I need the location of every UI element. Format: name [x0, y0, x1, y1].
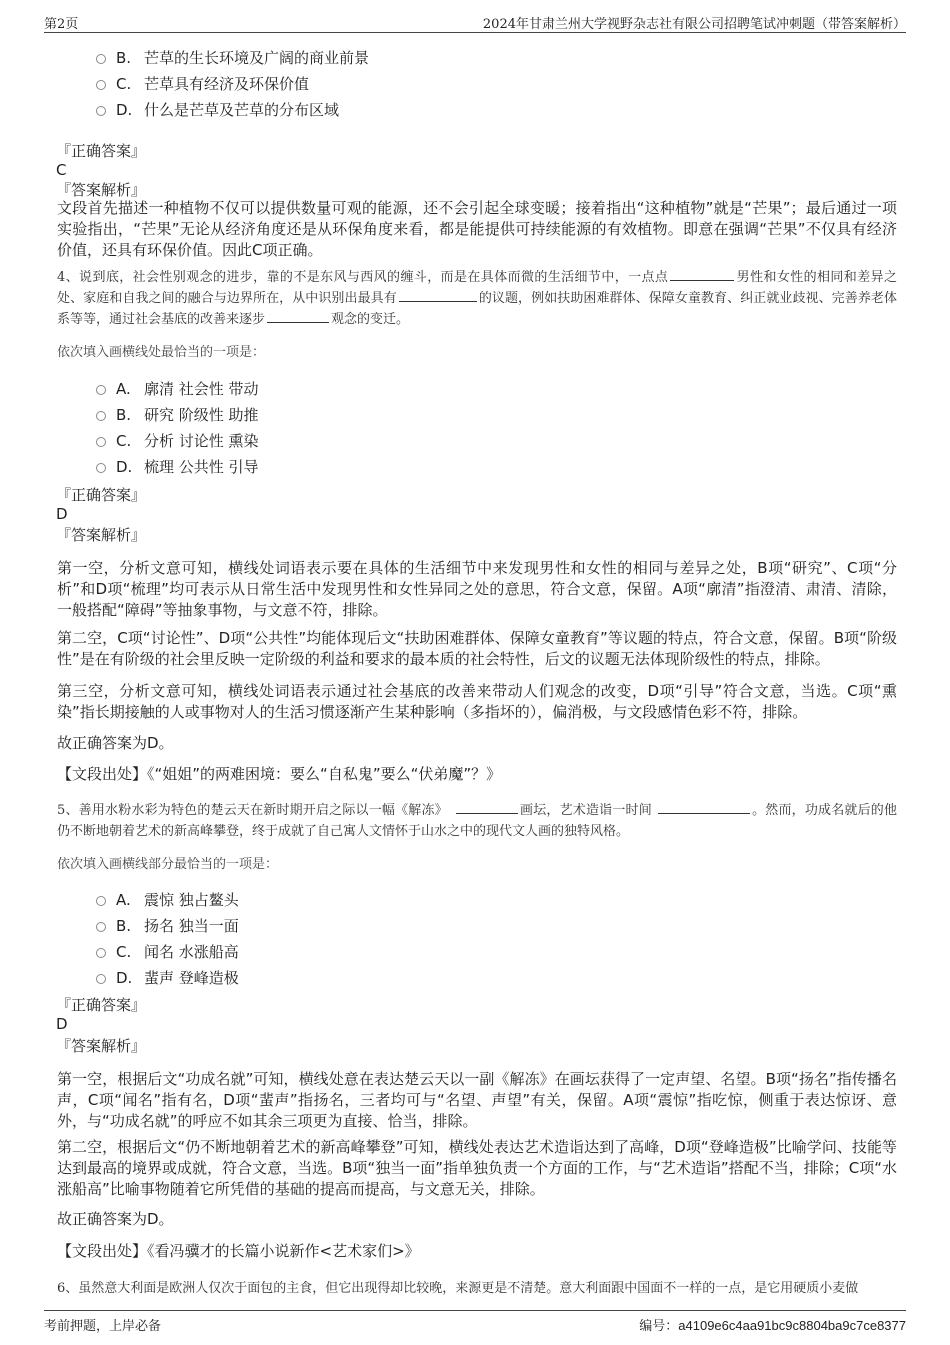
- question-stem: 4、说到底，社会性别观念的进步，靠的不是东风与西风的缠斗，而是在具体而微的生活细节中，一点点 男性和女性的相同和差异之处、家庭和自我之间的融合与边界所在，从中识别出最具有 的议题，例如扶助困难群体、保障女童教育、纠正就业歧视、完善养老体系等等，通过社会基底的改善来逐步 观念的变迁。: [57, 267, 897, 330]
- conclusion: 故正确答案为D。: [57, 734, 174, 752]
- fill-blank[interactable]: [670, 267, 734, 281]
- option-b[interactable]: B. 研究 阶级性 助推: [96, 404, 259, 426]
- option-c[interactable]: C. 闻名 水涨船高: [96, 941, 239, 963]
- option-b[interactable]: B. 芒草的生长环境及广阔的商业前景: [96, 47, 369, 69]
- radio-icon[interactable]: [96, 385, 106, 395]
- option-b[interactable]: B. 扬名 独当一面: [96, 915, 239, 937]
- answer-value: C: [56, 161, 67, 179]
- answer-label: 『正确答案』: [56, 486, 147, 504]
- answer-label: 『正确答案』: [56, 996, 147, 1014]
- document-title: 2024年甘肃兰州大学视野杂志社有限公司招聘笔试冲刺题（带答案解析）: [482, 17, 906, 32]
- option-c[interactable]: C. 分析 讨论性 熏染: [96, 430, 259, 452]
- question-instruction: 依次填入画横线部分最恰当的一项是：: [57, 857, 279, 872]
- question-stem: 6、虽然意大利面是欧洲人仅次于面包的主食，但它出现得却比较晚，来源更是不清楚。意大利面跟中国面不一样的一点，是它用硬质小麦做: [57, 1281, 859, 1296]
- source-citation: 【文段出处】《看冯骥才的长篇小说新作<艺术家们>》: [57, 1242, 420, 1260]
- analysis-paragraph: 第二空，C项“讨论性”、D项“公共性”均能体现后文“扶助困难群体、保障女童教育”等议题的特点，符合文意，保留。B项“阶级性”是在有阶级的社会里反映一定阶级的利益和要求的最本质的社会特性，后文的议题无法体现阶级性的特点，排除。: [57, 629, 897, 668]
- fill-blank[interactable]: [456, 800, 518, 814]
- page-footer: [44, 1310, 906, 1333]
- radio-icon[interactable]: [96, 896, 106, 906]
- document-id: 编号：a4109e6c4aa91bc9c8804ba9c7ce8377: [639, 1318, 906, 1334]
- radio-icon[interactable]: [96, 463, 106, 473]
- conclusion: 故正确答案为D。: [57, 1210, 174, 1228]
- analysis-paragraph: 第三空，分析文意可知，横线处词语表示通过社会基底的改善来带动人们观念的改变，D项“引导”符合文意，当选。C项“熏染”指长期接触的人或事物对人的生活习惯逐渐产生某种影响（多指坏的），偏消极，与文段感情色彩不符，排除。: [57, 682, 897, 721]
- fill-blank[interactable]: [399, 288, 477, 302]
- radio-icon[interactable]: [96, 437, 106, 447]
- radio-icon[interactable]: [96, 411, 106, 421]
- analysis-label: 『答案解析』: [56, 526, 147, 544]
- analysis-label: 『答案解析』: [56, 181, 147, 199]
- radio-icon[interactable]: [96, 80, 106, 90]
- radio-icon[interactable]: [96, 948, 106, 958]
- answer-value: D: [56, 1015, 68, 1033]
- radio-icon[interactable]: [96, 54, 106, 64]
- fill-blank[interactable]: [658, 800, 750, 814]
- radio-icon[interactable]: [96, 922, 106, 932]
- analysis-paragraph: 第一空，分析文意可知，横线处词语表示要在具体的生活细节中来发现男性和女性的相同与差异之处，B项“研究”、C项“分析”和D项“梳理”均可表示从日常生活中发现男性和女性异同之处的意思，符合文意，保留。A项“廓清”指澄清、肃清、清除，一般搭配“障碍”等抽象事物，与文意不符，排除。: [57, 559, 897, 619]
- option-d[interactable]: D. 梳理 公共性 引导: [96, 456, 259, 478]
- source-citation: 【文段出处】《“姐姐”的两难困境：要么“自私鬼”要么“伏弟魔”？》: [57, 765, 502, 783]
- page-header: [44, 12, 906, 33]
- analysis-paragraph: 第二空，根据后文“仍不断地朝着艺术的新高峰攀登”可知，横线处表达艺术造诣达到了高峰，D项“登峰造极”比喻学问、技能等达到最高的境界或成就，符合文意，当选。B项“独当一面”指单独负责一个方面的工作，与“艺术造诣”搭配不当，排除；C项“水涨船高”比喻事物随着它所凭借的基础的提高而提高，与文意无关，排除。: [57, 1138, 897, 1198]
- question-stem: 5、善用水粉水彩为特色的楚云天在新时期开启之际以一幅《解冻》 画坛，艺术造诣一时间 。然而，功成名就后的他仍不断地朝着艺术的新高峰攀登，终于成就了自己寓人文情怀于山水之中的现代文人画的独特风格。: [57, 800, 897, 842]
- option-a[interactable]: A. 震惊 独占鳌头: [96, 889, 239, 911]
- fill-blank[interactable]: [267, 309, 329, 323]
- analysis-label: 『答案解析』: [56, 1037, 147, 1055]
- option-d[interactable]: D. 什么是芒草及芒草的分布区域: [96, 99, 339, 121]
- analysis-paragraph: 第一空，根据后文“功成名就”可知，横线处意在表达楚云天以一副《解冻》在画坛获得了一定声望、名望。B项“扬名”指传播名声，C项“闻名”指有名，D项“蜚声”指扬名，三者均可与“名望、声望”有关，保留。A项“震惊”指吃惊，侧重于表达惊讶、意外，与“功成名就”的呼应不如其余三项更为直接、恰当，排除。: [57, 1070, 897, 1130]
- radio-icon[interactable]: [96, 974, 106, 984]
- option-d[interactable]: D. 蜚声 登峰造极: [96, 967, 239, 989]
- option-c[interactable]: C. 芒草具有经济及环保价值: [96, 73, 309, 95]
- radio-icon[interactable]: [96, 106, 106, 116]
- answer-label: 『正确答案』: [56, 142, 147, 160]
- footer-slogan: 考前押题，上岸必备: [44, 1319, 162, 1334]
- question-instruction: 依次填入画横线处最恰当的一项是：: [57, 345, 266, 360]
- option-a[interactable]: A. 廓清 社会性 带动: [96, 378, 259, 400]
- answer-value: D: [56, 505, 68, 523]
- analysis-text: 文段首先描述一种植物不仅可以提供数量可观的能源，还不会引起全球变暖；接着指出“这种植物”就是“芒果”；最后通过一项实验指出，“芒果”无论从经济角度还是从环保角度来看，都是能提供可持续能源的有效植物。即意在强调“芒果”不仅具有经济价值，还具有环保价值。因此C项正确。: [57, 199, 897, 259]
- page-number: 第2页: [44, 17, 79, 32]
